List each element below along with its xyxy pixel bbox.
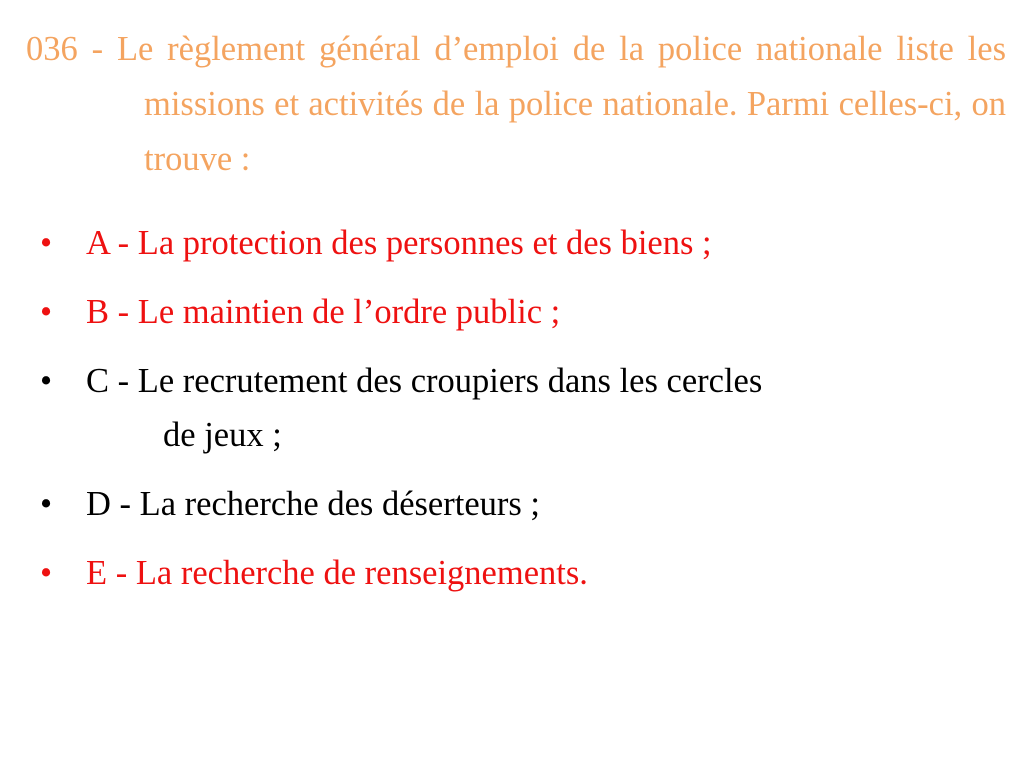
bullet-icon: • <box>40 485 53 523</box>
bullet-icon: • <box>40 554 53 592</box>
bullet-icon: • <box>40 362 53 400</box>
answer-d-text: D - La recherche des déserteurs ; <box>86 485 541 523</box>
answer-b <box>40 285 1000 339</box>
answer-e <box>40 546 1000 600</box>
bullet-icon: • <box>40 224 53 262</box>
answer-b-text: B - Le maintien de l’ordre public ; <box>86 293 561 331</box>
bullet-icon: • <box>40 293 53 331</box>
answer-list <box>40 216 1000 615</box>
answer-c-text-continued: de jeux ; <box>163 416 282 454</box>
answer-a-text: A - La protection des personnes et des biens ; <box>86 224 712 262</box>
answer-a <box>40 216 1000 270</box>
answer-e-text: E - La recherche de renseignements. <box>86 554 588 592</box>
answer-c-text: C - Le recrutement des croupiers dans les cercles <box>86 362 763 400</box>
answer-c <box>40 354 1000 462</box>
answer-d <box>40 477 1000 531</box>
question-text: 036 - Le règlement général d’emploi de la police nationale liste les missions et activités de la police nationale. Parmi celles-ci, on trouve : <box>26 30 1006 178</box>
